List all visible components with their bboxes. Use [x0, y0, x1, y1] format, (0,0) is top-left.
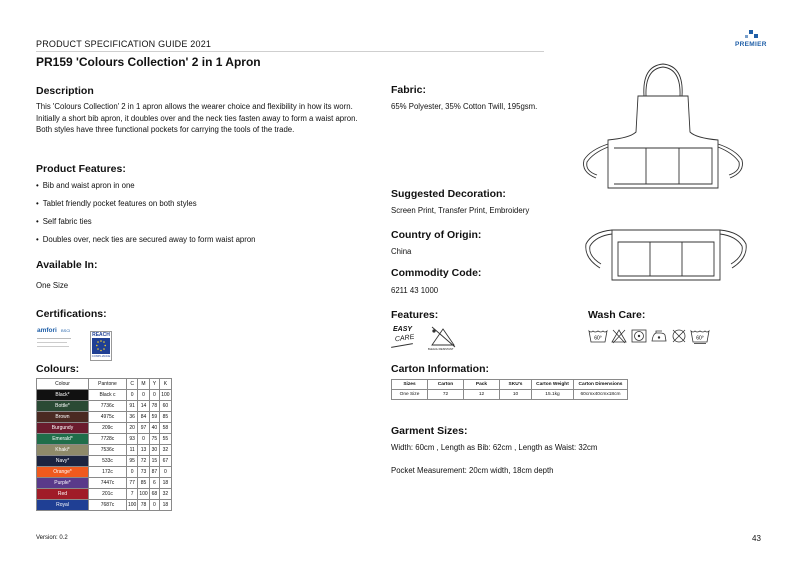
guide-title: PRODUCT SPECIFICATION GUIDE 2021	[36, 39, 212, 49]
table-cell: 18	[160, 500, 171, 511]
column-header: Pack	[464, 380, 500, 390]
table-cell: 100	[127, 500, 138, 511]
colours-heading: Colours:	[36, 363, 80, 375]
premier-logo	[732, 30, 772, 52]
table-cell: 85	[138, 478, 149, 489]
table-cell: 100	[160, 390, 171, 401]
table-cell: 75	[149, 434, 160, 445]
table-cell: 7536c	[89, 445, 127, 456]
product-features-heading: Product Features:	[36, 163, 126, 175]
table-row	[37, 445, 172, 456]
carton-header-row	[392, 380, 628, 390]
wash-care-heading: Wash Care:	[588, 309, 646, 321]
wash-60-icon	[588, 328, 608, 344]
iron-icon	[650, 328, 668, 344]
table-cell: 0	[127, 467, 138, 478]
table-cell: 36	[127, 412, 138, 423]
wash-care-icons	[588, 328, 710, 344]
available-in-value: One Size	[36, 281, 69, 290]
origin-value: China	[391, 247, 412, 256]
table-row	[392, 390, 628, 400]
table-cell: 60cmx40cmx18cm	[574, 390, 628, 400]
table-cell: 18	[160, 478, 171, 489]
table-row	[37, 423, 172, 434]
garment-sizes-line2: Pocket Measurement: 20cm width, 18cm depth	[391, 466, 554, 475]
colour-swatch: Bottle*	[37, 401, 89, 412]
table-cell: 7687c	[89, 500, 127, 511]
version-label: Version: 0.2	[36, 535, 68, 541]
table-cell: 13	[138, 445, 149, 456]
do-not-dry-clean-icon	[670, 328, 688, 344]
table-cell: 100	[138, 489, 149, 500]
table-cell: 93	[127, 434, 138, 445]
product-features-list	[36, 181, 366, 253]
table-row	[37, 500, 172, 511]
fabric-value: 65% Polyester, 35% Cotton Twill, 195gsm.	[391, 102, 538, 111]
colour-swatch: Navy*	[37, 456, 89, 467]
amfori-badge	[37, 327, 79, 357]
table-cell: 73	[138, 467, 149, 478]
table-row	[37, 456, 172, 467]
table-row	[37, 489, 172, 500]
table-cell: 6	[149, 478, 160, 489]
table-cell: 55	[160, 434, 171, 445]
table-cell: One Size	[392, 390, 428, 400]
column-header: C	[127, 379, 138, 390]
origin-heading: Country of Origin:	[391, 229, 482, 241]
column-header: Sizes	[392, 380, 428, 390]
tumble-dry-icon	[630, 328, 648, 344]
commodity-heading: Commodity Code:	[391, 267, 482, 279]
svg-text:60°: 60°	[594, 335, 602, 342]
description-heading: Description	[36, 85, 94, 97]
table-row	[37, 434, 172, 445]
column-header: Carton Dimensions	[574, 380, 628, 390]
bleach-resistant-icon: BLEACH RESISTANT	[428, 325, 458, 355]
table-cell: 60	[160, 401, 171, 412]
colour-swatch: Purple*	[37, 478, 89, 489]
table-cell: 533c	[89, 456, 127, 467]
column-header: Pantone	[89, 379, 127, 390]
table-cell: 7728c	[89, 434, 127, 445]
table-cell: 85	[160, 412, 171, 423]
table-cell: 201c	[89, 489, 127, 500]
table-cell: 209c	[89, 423, 127, 434]
column-header: M	[138, 379, 149, 390]
table-row	[37, 412, 172, 423]
table-cell: 58	[160, 423, 171, 434]
table-cell: 0	[160, 467, 171, 478]
table-cell: 7	[127, 489, 138, 500]
column-header: Y	[149, 379, 160, 390]
table-cell: 11	[127, 445, 138, 456]
table-cell: 32	[160, 489, 171, 500]
page-number: 43	[752, 534, 761, 543]
table-cell: Black c	[89, 390, 127, 401]
table-cell: 40	[149, 423, 160, 434]
commodity-value: 6211 43 1000	[391, 286, 439, 295]
colour-swatch: Royal	[37, 500, 89, 511]
table-cell: 15.1kg	[532, 390, 574, 400]
list-item: • Bib and waist apron in one	[36, 181, 366, 199]
table-cell: 20	[127, 423, 138, 434]
table-cell: 14	[138, 401, 149, 412]
table-cell: 59	[149, 412, 160, 423]
table-cell: 87	[149, 467, 160, 478]
table-cell: 68	[149, 489, 160, 500]
decoration-heading: Suggested Decoration:	[391, 188, 506, 200]
do-not-bleach-icon	[610, 328, 628, 344]
column-header: Carton Weight	[532, 380, 574, 390]
colour-swatch: Burgundy	[37, 423, 89, 434]
reach-sub: COMPLIANCE	[91, 354, 111, 358]
table-cell: 0	[138, 434, 149, 445]
table-cell: 72	[428, 390, 464, 400]
colour-swatch: Khaki*	[37, 445, 89, 456]
garment-sizes-line1: Width: 60cm , Length as Bib: 62cm , Length as Waist: 32cm	[391, 443, 598, 452]
table-cell: 32	[160, 445, 171, 456]
table-row	[37, 401, 172, 412]
table-cell: 78	[149, 401, 160, 412]
table-cell: 95	[127, 456, 138, 467]
professional-wash-60-icon	[690, 328, 710, 344]
features-heading: Features:	[391, 309, 439, 321]
list-item: • Self fabric ties	[36, 217, 366, 235]
product-title: PR159 'Colours Collection' 2 in 1 Apron	[36, 55, 261, 69]
table-cell: 67	[160, 456, 171, 467]
colour-swatch: Orange*	[37, 467, 89, 478]
decoration-value: Screen Print, Transfer Print, Embroidery	[391, 206, 530, 215]
table-cell: 72	[138, 456, 149, 467]
table-cell: 10	[500, 390, 532, 400]
colours-header-row	[37, 379, 172, 390]
table-cell: 15	[149, 456, 160, 467]
colour-swatch: Brown	[37, 412, 89, 423]
table-cell: 7447c	[89, 478, 127, 489]
table-cell: 172c	[89, 467, 127, 478]
carton-table	[391, 379, 628, 400]
table-cell: 91	[127, 401, 138, 412]
table-cell: 30	[149, 445, 160, 456]
certifications-heading: Certifications:	[36, 308, 107, 320]
list-item: • Tablet friendly pocket features on both styles	[36, 199, 366, 217]
column-header: Colour	[37, 379, 89, 390]
fabric-heading: Fabric:	[391, 84, 427, 96]
table-row	[37, 390, 172, 401]
column-header: Carton	[428, 380, 464, 390]
table-cell: 7736c	[89, 401, 127, 412]
table-cell: 84	[138, 412, 149, 423]
colour-swatch: Red	[37, 489, 89, 500]
garment-sizes-heading: Garment Sizes:	[391, 425, 468, 437]
colour-swatch: Emerald*	[37, 434, 89, 445]
bib-apron-illustration	[578, 60, 748, 196]
reach-badge	[90, 331, 112, 361]
table-cell: 0	[138, 390, 149, 401]
waist-apron-illustration	[582, 222, 750, 288]
table-row	[37, 478, 172, 489]
eu-flag-icon	[92, 338, 110, 354]
header-divider	[36, 51, 544, 52]
table-cell: 4975c	[89, 412, 127, 423]
colour-swatch: Black*	[37, 390, 89, 401]
available-in-heading: Available In:	[36, 259, 98, 271]
table-cell: 0	[127, 390, 138, 401]
table-cell: 77	[127, 478, 138, 489]
table-cell: 12	[464, 390, 500, 400]
description-text: This 'Colours Collection' 2 in 1 apron allows the wearer choice and flexibility in how its worn. Initially a short bib apron, it doubles over and the neck ties fasten away to form a waist apron. Both styles have three functional pockets for carrying the tools of the trade.	[36, 102, 358, 134]
table-row	[37, 467, 172, 478]
svg-text:60°: 60°	[696, 335, 704, 342]
brand-name: PREMIER	[735, 41, 767, 48]
table-cell: 0	[149, 390, 160, 401]
table-cell: 97	[138, 423, 149, 434]
easy-care-icon: EASY CARE	[391, 325, 419, 351]
table-cell: 0	[149, 500, 160, 511]
column-header: SKU's	[500, 380, 532, 390]
colours-table	[36, 378, 172, 511]
list-item: • Doubles over, neck ties are secured away to form waist apron	[36, 235, 366, 253]
table-cell: 78	[138, 500, 149, 511]
column-header: K	[160, 379, 171, 390]
amfori-label: amfori	[37, 327, 57, 334]
amfori-sub: BSCI	[61, 327, 71, 333]
reach-label: REACH	[92, 332, 110, 338]
carton-heading: Carton Information:	[391, 363, 489, 375]
